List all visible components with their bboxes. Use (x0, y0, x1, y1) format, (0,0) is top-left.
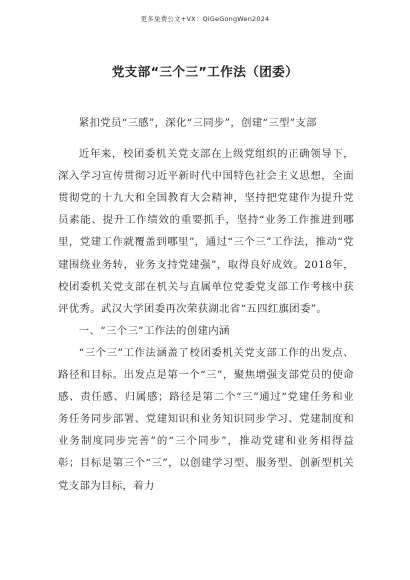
header-note: 更多免费公文+VX：QiGeGongWen2024 (140, 15, 270, 23)
document-body (58, 112, 354, 497)
document-title: 党支部“三个三”工作法（团委） (111, 64, 299, 79)
section-paragraph: “三个三”工作法涵盖了校团委机关党支部工作的出发点、路径和目标。出发点是第一个“三”，聚焦增强支部党员的使命感、责任感、归属感；路径是第二个“三”通过“党建任务和业务任务同步部署、党建知识和业务知识同步学习、党建制度和业务制度同步完善”的“三个同步”，推动党建和业务相得益彰；目标是第三个“三”，以创建学习型、服务型、创新型机关党支部为目标，着力 (58, 346, 354, 492)
document-subtitle: 紧扣党员“三感”，深化“三同步”，创建“三型”支部 (78, 117, 317, 129)
section-heading: 一、“三个三”工作法的创建内涵 (78, 324, 230, 337)
body-paragraph: 近年来，校团委机关党支部在上级党组织的正确领导下，深入学习宣传贯彻习近平新时代中国特色社会主义思想，全面贯彻党的十九大和全国教育大会精神，坚持把党建作为提升党员素能、提升工作绩效的重要抓手，坚持“业务工作推进到哪里，党建工作就覆盖到哪里”，通过“三个三”工作法，推动“党建围绕业务转，业务支持党建强”，取得良好成效。2018年，校团委机关党支部在机关与直属单位党委党支部工作考核中获评优秀。武汉大学团委再次荣获湖北省“五四红旗团委”。 (58, 148, 354, 315)
